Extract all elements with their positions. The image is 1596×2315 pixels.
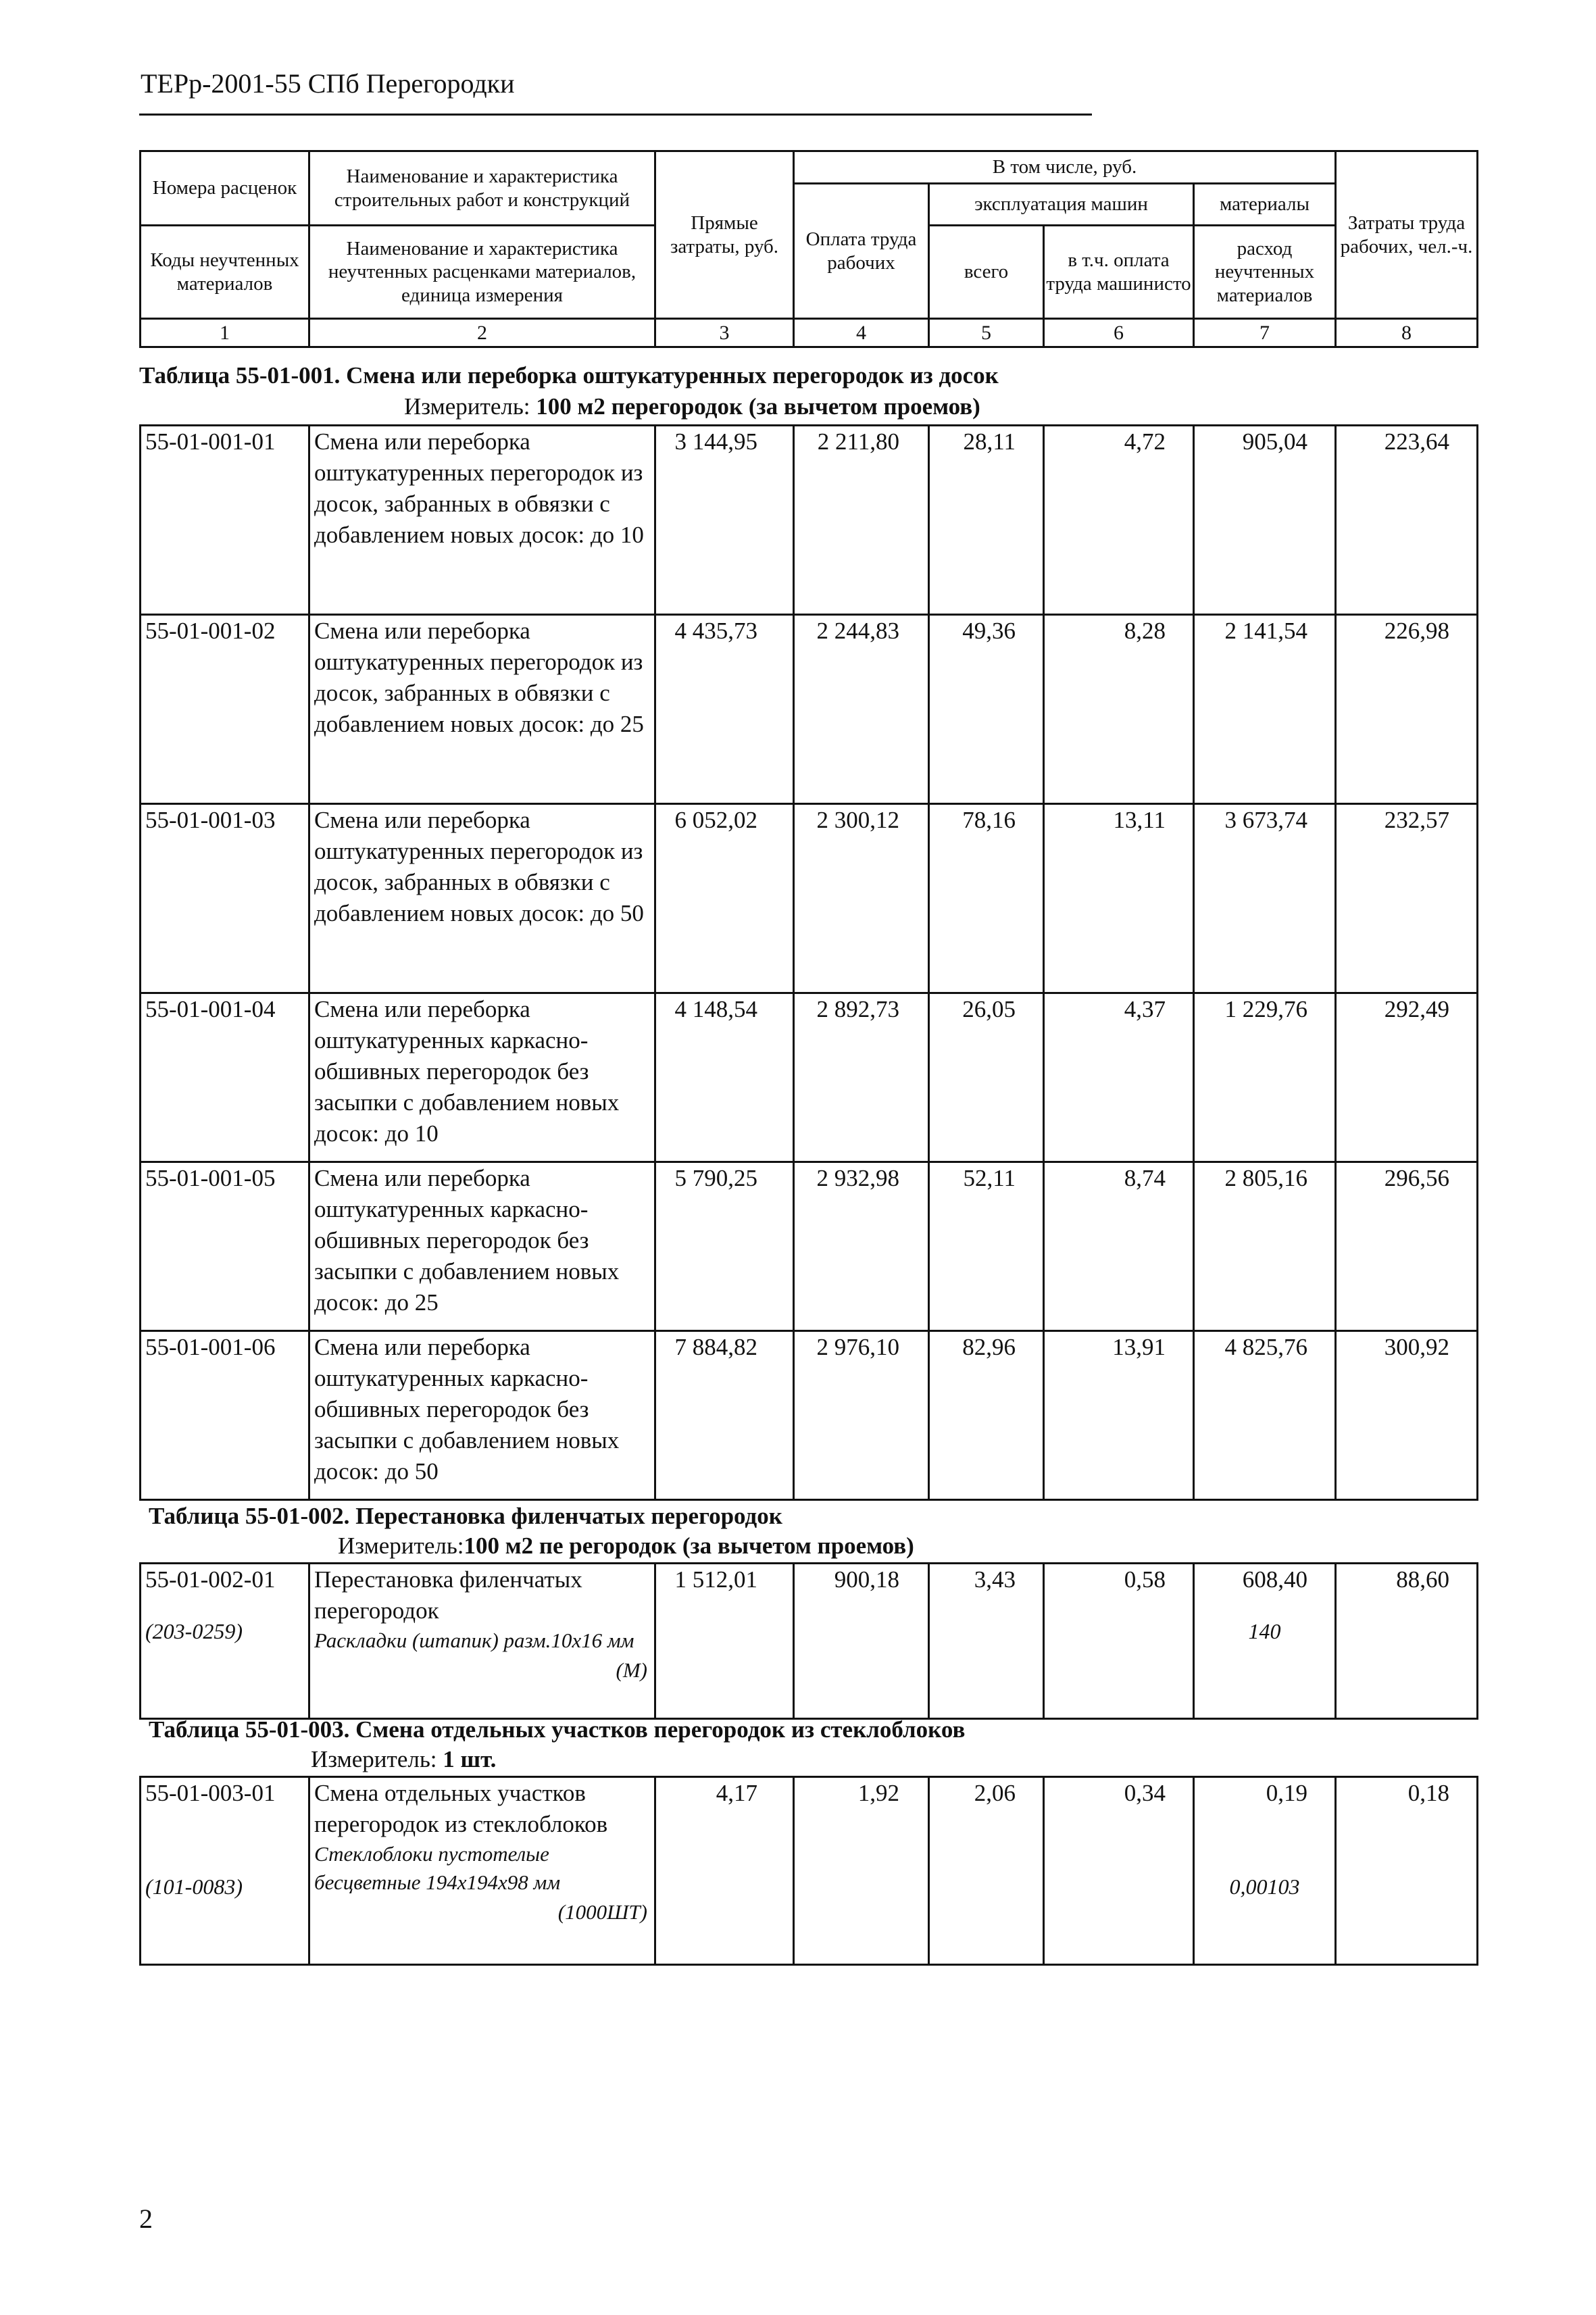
table-title: Таблица 55-01-002. Перестановка филенчатых перегородок <box>149 1503 782 1529</box>
material-unit: (М) <box>616 1658 647 1682</box>
rate-code <box>141 1777 309 1965</box>
direct-costs: 5 790,25 <box>655 1162 794 1331</box>
labor-hours: 300,92 <box>1336 1331 1478 1500</box>
col-materials-header: материалы <box>1194 184 1336 226</box>
operator-wages: 4,72 <box>1044 426 1194 615</box>
direct-costs: 6 052,02 <box>655 804 794 993</box>
material-name: Стеклоблоки пустотелые бесцветные 194х194х98 мм <box>314 1842 561 1894</box>
direct-costs: 1 512,01 <box>655 1564 794 1719</box>
operator-wages: 13,11 <box>1044 804 1194 993</box>
direct-costs: 4 435,73 <box>655 615 794 804</box>
rate-name: Смена или переборка оштукатуренных перегородок из досок, забранных в обвязки с добавлением новых досок: до 25 <box>309 615 655 804</box>
table-row <box>141 1777 1478 1965</box>
machines-total: 2,06 <box>929 1777 1044 1965</box>
materials: 2 805,16 <box>1194 1162 1336 1331</box>
col-machines-total-header: всего <box>929 226 1044 319</box>
rate-name: Смена или переборка оштукатуренных каркасно-обшивных перегородок без засыпки с добавлением новых досок: до 50 <box>309 1331 655 1500</box>
rate-code: 55-01-001-02 <box>141 615 309 804</box>
direct-costs: 4 148,54 <box>655 993 794 1162</box>
material-quantity: 140 <box>1248 1619 1281 1643</box>
machines-total: 28,11 <box>929 426 1044 615</box>
wages: 2 892,73 <box>794 993 929 1162</box>
material-code: (101-0083) <box>145 1874 243 1899</box>
labor-hours: 296,56 <box>1336 1162 1478 1331</box>
material-quantity: 0,00103 <box>1229 1874 1300 1899</box>
column-header-table <box>139 150 1478 348</box>
labor-hours: 88,60 <box>1336 1564 1478 1719</box>
material-code: (203-0259) <box>145 1619 243 1643</box>
labor-hours: 232,57 <box>1336 804 1478 993</box>
machines-total: 82,96 <box>929 1331 1044 1500</box>
col-number: 5 <box>929 319 1044 347</box>
rates-table-001 <box>139 424 1478 1501</box>
table-title: Таблица 55-01-001. Смена или переборка оштукатуренных перегородок из досок <box>139 362 999 389</box>
machines-total: 78,16 <box>929 804 1044 993</box>
table-row <box>141 1331 1478 1500</box>
wages: 2 244,83 <box>794 615 929 804</box>
wages: 900,18 <box>794 1564 929 1719</box>
table-row <box>141 993 1478 1162</box>
spacer <box>145 1595 308 1616</box>
rate-name: Смена или переборка оштукатуренных каркасно-обшивных перегородок без засыпки с добавлением новых досок: до 10 <box>309 993 655 1162</box>
rate-code: 55-01-001-01 <box>141 426 309 615</box>
page-number: 2 <box>139 2204 153 2234</box>
material-unit: (1000ШТ) <box>557 1900 647 1924</box>
materials: 3 673,74 <box>1194 804 1336 993</box>
materials: 1 229,76 <box>1194 993 1336 1162</box>
operator-wages: 8,28 <box>1044 615 1194 804</box>
col-material-codes-header: Коды неучтенных материалов <box>141 226 309 319</box>
operator-wages: 0,34 <box>1044 1777 1194 1965</box>
table-meter: Измеритель:100 м2 пе регородок (за вычетом проемов) <box>338 1533 914 1559</box>
rates-table-002 <box>139 1562 1478 1720</box>
col-material-consumption-header: расход неучтенных материалов <box>1194 226 1336 319</box>
operator-wages: 13,91 <box>1044 1331 1194 1500</box>
materials <box>1194 1777 1336 1965</box>
rate-code <box>141 1564 309 1719</box>
rate-name-text: Перестановка филенчатых перегородок <box>314 1566 582 1624</box>
col-group-header: В том числе, руб. <box>794 151 1336 184</box>
col-rate-number-header: Номера расценок <box>141 151 309 226</box>
col-number: 7 <box>1194 319 1336 347</box>
col-material-names-header: Наименование и характеристика неучтенных расценками материалов, единица измерения <box>309 226 655 319</box>
col-labor-hours-header: Затраты труда рабочих, чел.-ч. <box>1336 151 1478 319</box>
rate-name <box>309 1564 655 1719</box>
table-title: Таблица 55-01-003. Смена отдельных участков перегородок из стеклоблоков <box>149 1716 966 1743</box>
labor-hours: 292,49 <box>1336 993 1478 1162</box>
machines-total: 52,11 <box>929 1162 1044 1331</box>
table-meter: Измеритель: 1 шт. <box>311 1746 497 1772</box>
wages: 2 211,80 <box>794 426 929 615</box>
col-number: 2 <box>309 319 655 347</box>
wages: 2 300,12 <box>794 804 929 993</box>
materials: 905,04 <box>1194 426 1336 615</box>
table-row <box>141 426 1478 615</box>
col-number: 4 <box>794 319 929 347</box>
rate-code: 55-01-001-06 <box>141 1331 309 1500</box>
running-title: ТЕРр-2001-55 СПб Перегородки <box>141 68 515 99</box>
table-meter: Измеритель: 100 м2 перегородок (за вычетом проемов) <box>404 393 980 420</box>
operator-wages: 4,37 <box>1044 993 1194 1162</box>
col-machines-header: эксплуатация машин <box>929 184 1194 226</box>
rate-name: Смена или переборка оштукатуренных перегородок из досок, забранных в обвязки с добавлением новых досок: до 50 <box>309 804 655 993</box>
operator-wages: 8,74 <box>1044 1162 1194 1331</box>
wages: 2 932,98 <box>794 1162 929 1331</box>
material-name: Раскладки (штапик) разм.10х16 мм <box>314 1628 634 1652</box>
labor-hours: 0,18 <box>1336 1777 1478 1965</box>
rate-name: Смена или переборка оштукатуренных каркасно-обшивных перегородок без засыпки с добавлением новых досок: до 25 <box>309 1162 655 1331</box>
operator-wages: 0,58 <box>1044 1564 1194 1719</box>
table-row <box>141 615 1478 804</box>
spacer <box>145 1809 308 1871</box>
direct-costs: 4,17 <box>655 1777 794 1965</box>
rate-code: 55-01-001-05 <box>141 1162 309 1331</box>
rate-code: 55-01-001-04 <box>141 993 309 1162</box>
rate-name-text: Смена отдельных участков перегородок из стеклоблоков <box>314 1780 608 1837</box>
spacer <box>1195 1595 1307 1616</box>
materials-text: 608,40 <box>1242 1566 1307 1593</box>
materials-text: 0,19 <box>1266 1780 1307 1806</box>
materials <box>1194 1564 1336 1719</box>
col-direct-costs-header: Прямые затраты, руб. <box>655 151 794 319</box>
direct-costs: 3 144,95 <box>655 426 794 615</box>
labor-hours: 223,64 <box>1336 426 1478 615</box>
machines-total: 3,43 <box>929 1564 1044 1719</box>
col-wages-header: Оплата труда рабочих <box>794 184 929 319</box>
rate-name: Смена или переборка оштукатуренных перегородок из досок, забранных в обвязки с добавлением новых досок: до 10 <box>309 426 655 615</box>
materials: 2 141,54 <box>1194 615 1336 804</box>
spacer <box>1195 1809 1307 1871</box>
machines-total: 26,05 <box>929 993 1044 1162</box>
rates-table-003 <box>139 1776 1478 1966</box>
table-row <box>141 1564 1478 1719</box>
col-number: 6 <box>1044 319 1194 347</box>
machines-total: 49,36 <box>929 615 1044 804</box>
wages: 1,92 <box>794 1777 929 1965</box>
materials: 4 825,76 <box>1194 1331 1336 1500</box>
direct-costs: 7 884,82 <box>655 1331 794 1500</box>
table-row <box>141 804 1478 993</box>
col-number: 3 <box>655 319 794 347</box>
col-work-name-header: Наименование и характеристика строительных работ и конструкций <box>309 151 655 226</box>
rate-code-text: 55-01-002-01 <box>145 1566 276 1593</box>
col-operator-wages-header: в т.ч. оплата труда машинисто <box>1044 226 1194 319</box>
col-number: 8 <box>1336 319 1478 347</box>
wages: 2 976,10 <box>794 1331 929 1500</box>
table-row <box>141 1162 1478 1331</box>
rate-name <box>309 1777 655 1965</box>
col-number: 1 <box>141 319 309 347</box>
header-rule <box>139 114 1092 116</box>
rate-code: 55-01-001-03 <box>141 804 309 993</box>
rate-code-text: 55-01-003-01 <box>145 1780 276 1806</box>
labor-hours: 226,98 <box>1336 615 1478 804</box>
